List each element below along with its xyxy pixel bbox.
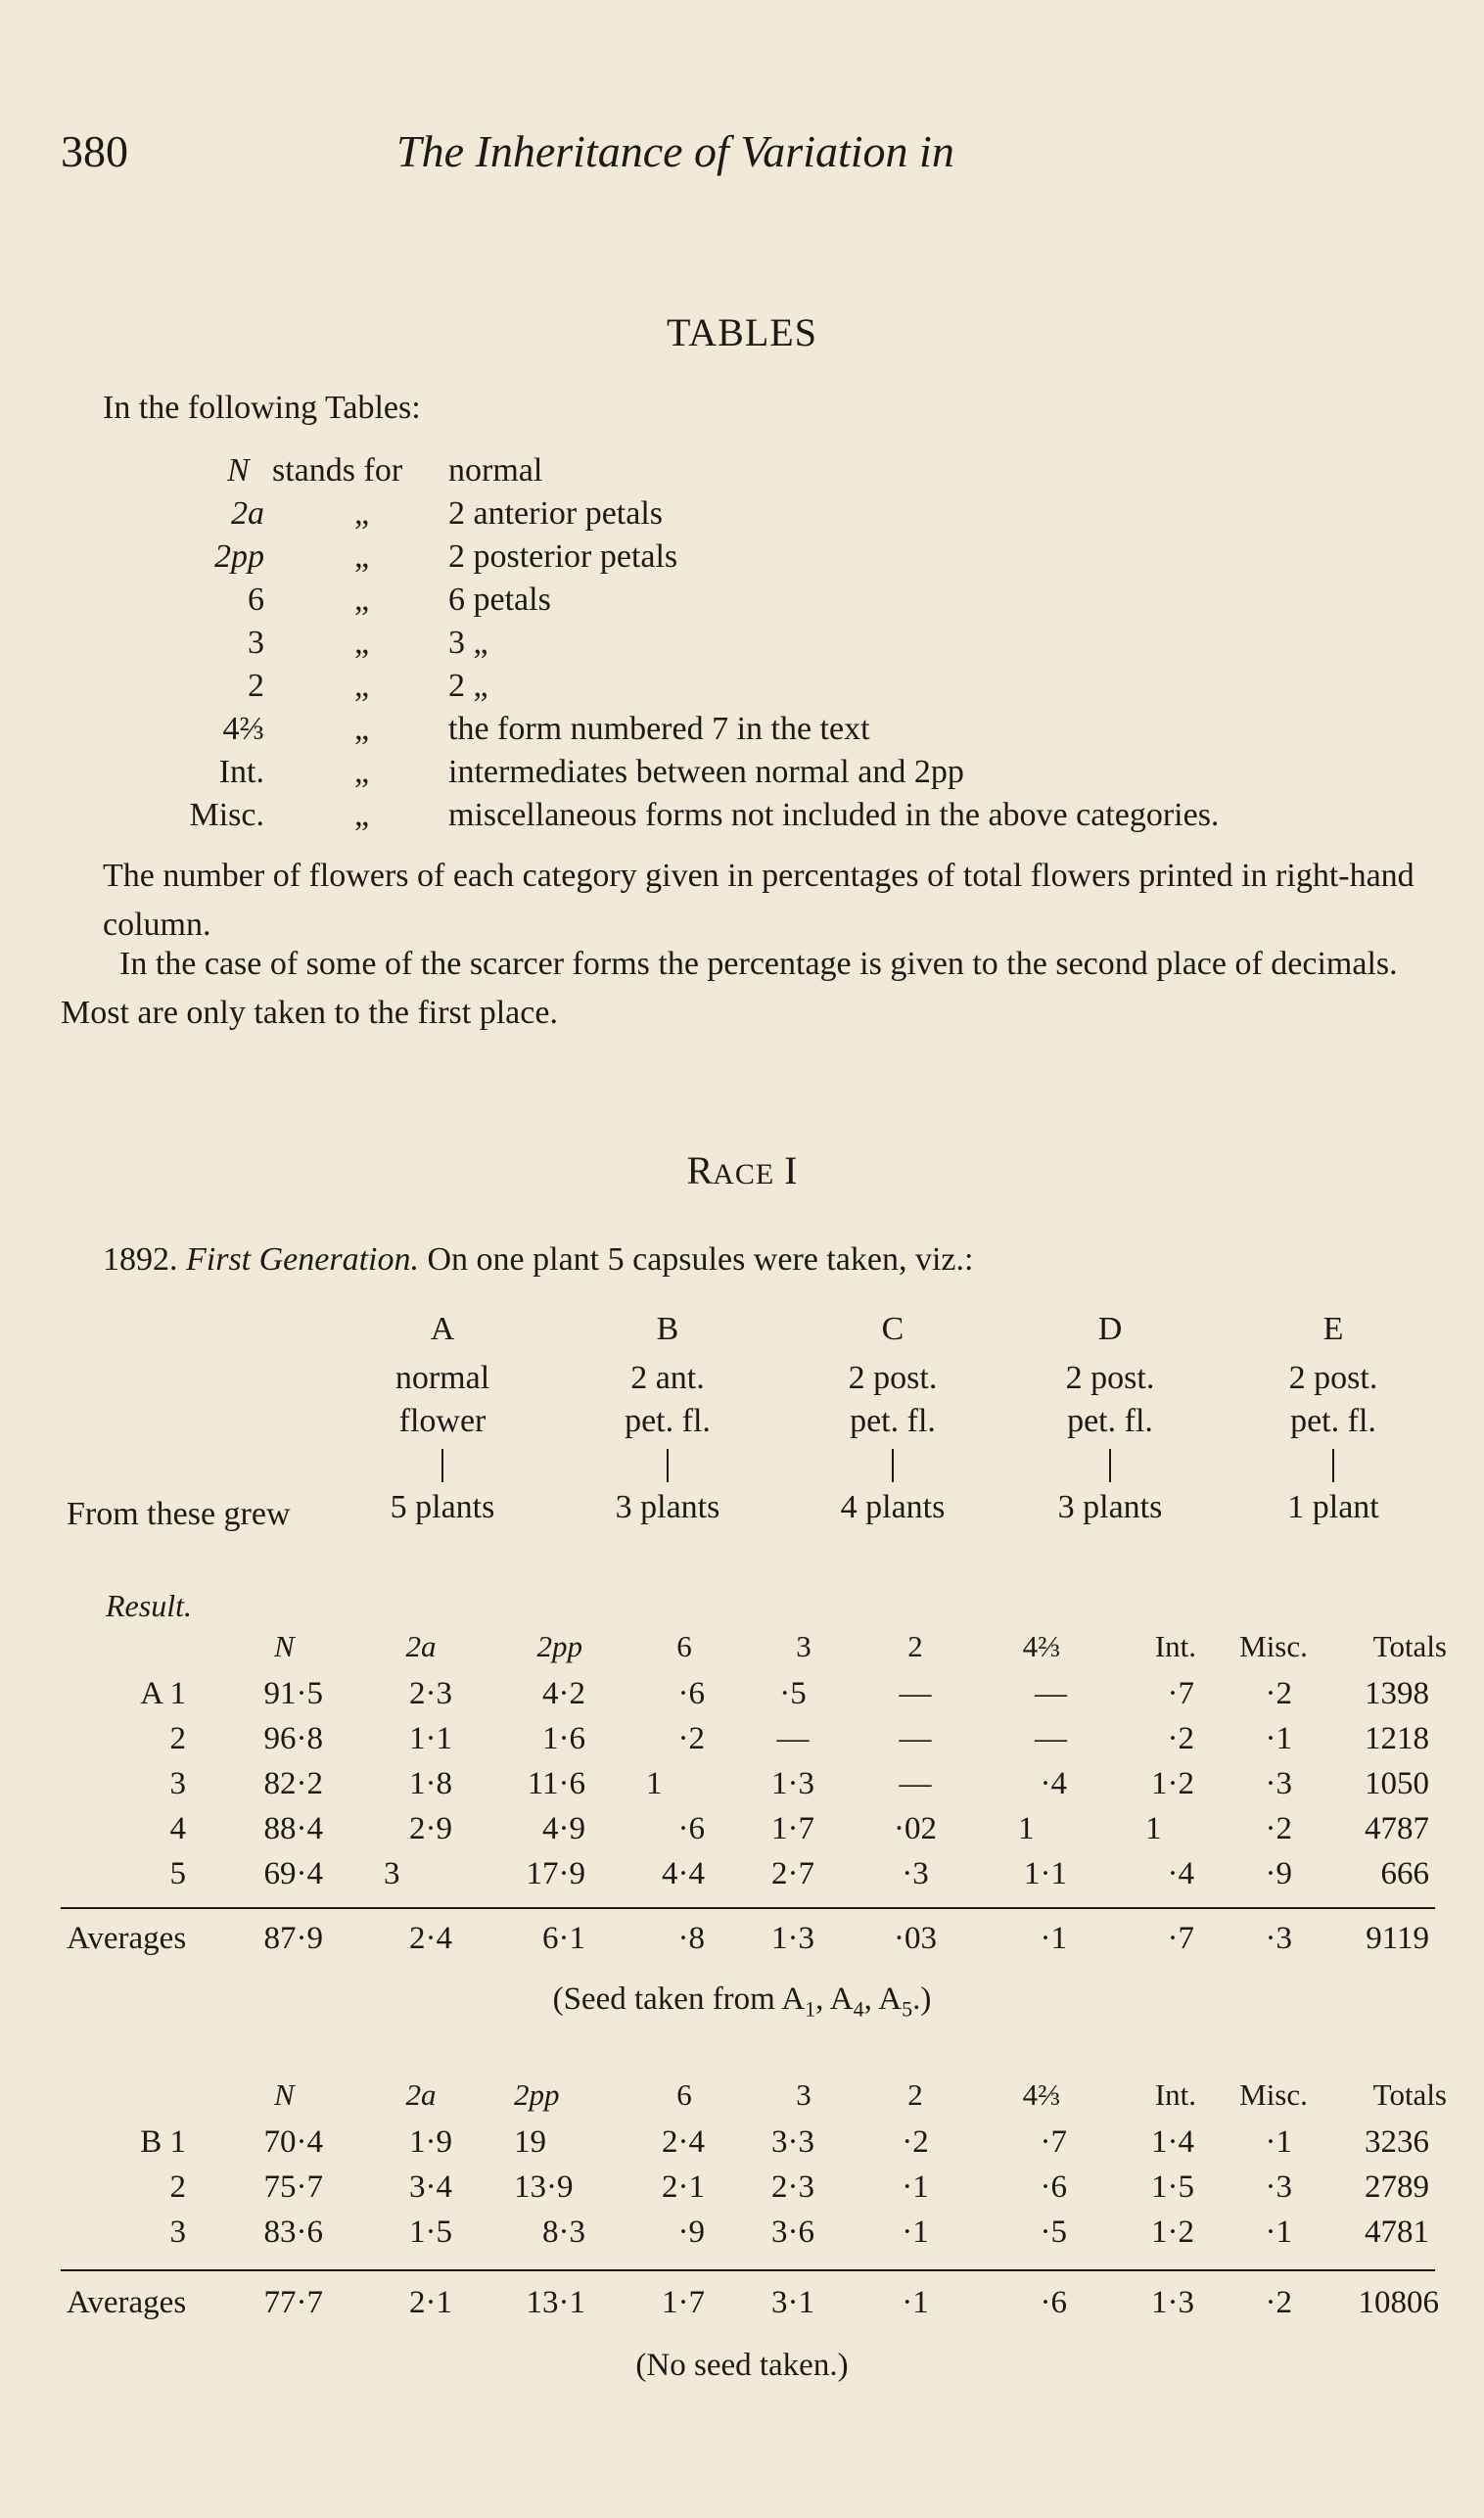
cell: 1398 (1365, 1676, 1429, 1711)
from-these-grew-label: From these grew (67, 1496, 291, 1532)
cell: 3·6 (771, 2215, 814, 2250)
cell: — (899, 1766, 932, 1801)
legend-ditto: „ (354, 495, 370, 532)
capsule-plants: 3 plants (1057, 1489, 1163, 1525)
cell: 666 (1380, 1856, 1429, 1891)
cell: 1218 (1365, 1721, 1429, 1756)
cell: ·3 (1265, 1766, 1292, 1801)
row-label: A 1 (140, 1676, 186, 1711)
cell: ·6 (677, 1676, 705, 1711)
cell: 2·7 (771, 1856, 814, 1891)
legend-description: 2 anterior petals (448, 495, 664, 532)
column-header: 3 (796, 2077, 812, 2112)
cell: ·1 (1265, 2215, 1292, 2250)
table-row (0, 1856, 1484, 1901)
legend-ditto: „ (354, 538, 370, 575)
legend-ditto: „ (354, 797, 370, 833)
cell: 4·4 (662, 1856, 705, 1891)
cell: 70·4 (263, 2124, 323, 2160)
cell: 1·4 (1151, 2124, 1194, 2160)
legend-ditto: „ (354, 582, 370, 618)
table-row (0, 2124, 1484, 2169)
cell: 1·1 (1024, 1856, 1067, 1891)
cell: — (776, 1721, 810, 1756)
race-title (0, 1147, 1484, 1193)
generation-line (103, 1241, 973, 1279)
cell: 13·1 (526, 2285, 585, 2320)
column-header: 2a (405, 1629, 437, 1663)
column-header: 2a (405, 2077, 437, 2112)
race-title-smallcaps: ACE (713, 1158, 775, 1190)
paragraph-text: In the case of some of the scarcer forms the percentage is given to the second place of decimals. Most are only taken to the first place. (61, 946, 1398, 1031)
legend-description: miscellaneous forms not included in the above categories. (448, 797, 1220, 833)
cell: 3·1 (771, 2285, 814, 2320)
cell: 2·4 (662, 2124, 705, 2160)
cell: 69·4 (263, 1856, 323, 1891)
capsule-plants: 4 plants (840, 1489, 946, 1525)
cell: ·02 (894, 1811, 937, 1846)
cell: ·1 (902, 2215, 929, 2250)
legend-row (0, 668, 1484, 711)
capsule-line2: flower (398, 1403, 487, 1439)
cell: 4787 (1365, 1811, 1429, 1846)
column-header: 4⅔ (1022, 2077, 1061, 2112)
cell: 91·5 (263, 1676, 323, 1711)
cell: 9119 (1366, 1921, 1429, 1956)
legend-ditto: „ (354, 668, 370, 704)
note-subscript: 1 (805, 1996, 816, 2022)
capsule-line1: 2 post. (1065, 1360, 1155, 1396)
column-header: N (274, 1629, 295, 1663)
cell: 82·2 (263, 1766, 323, 1801)
legend-row (0, 711, 1484, 754)
table-a-averages (0, 1921, 1484, 1966)
legend-description: 2 „ (448, 668, 488, 704)
cell: 13·9 (514, 2169, 574, 2205)
cell: ·7 (1040, 2124, 1067, 2160)
cell: 77·7 (263, 2285, 323, 2320)
capsule-c (785, 1308, 1000, 1529)
paragraph-decimals (61, 940, 1451, 1038)
note-text: (Seed taken from A (552, 1982, 806, 2017)
column-header: 2pp (536, 1629, 582, 1663)
column-header: Int. (1154, 2077, 1196, 2112)
cell: ·6 (1040, 2169, 1067, 2205)
capsule-d (1002, 1308, 1218, 1529)
legend-symbol: 4⅔ (222, 711, 264, 747)
cell: 1050 (1365, 1766, 1429, 1801)
paragraph-percentages (103, 852, 1454, 950)
section-title: TABLES (667, 310, 817, 354)
note-subscript: 4 (853, 1996, 864, 2022)
note-text: .) (912, 1982, 932, 2017)
cell: 1·5 (1151, 2169, 1194, 2205)
table-row (0, 1811, 1484, 1856)
cell: 1·3 (771, 1766, 814, 1801)
cell: ·4 (1040, 1766, 1067, 1801)
cell: 2·1 (662, 2169, 705, 2205)
cell: 2789 (1365, 2169, 1429, 2205)
cell: 1 (1018, 1811, 1035, 1846)
cell: 1·2 (1151, 2215, 1194, 2250)
cell: — (899, 1721, 932, 1756)
cell: 2·9 (409, 1811, 452, 1846)
cell: ·2 (902, 2124, 929, 2160)
capsule-line1: 2 post. (1288, 1360, 1378, 1396)
cell: 4·2 (542, 1676, 585, 1711)
legend-row (0, 538, 1484, 582)
cell: 11·6 (527, 1766, 585, 1801)
averages-label: Averages (67, 2285, 187, 2320)
cell: 1 (646, 1766, 663, 1801)
capsule-e (1226, 1308, 1441, 1529)
cell: 6·1 (542, 1921, 585, 1956)
cell: — (1035, 1676, 1067, 1711)
legend-symbol: 2 (248, 668, 264, 704)
legend-description: 3 „ (448, 625, 488, 661)
legend-description: 6 petals (448, 582, 551, 618)
cell: 3 (384, 1856, 400, 1891)
column-header: 2 (907, 1629, 923, 1663)
column-header: Int. (1154, 1629, 1196, 1663)
column-header: 4⅔ (1022, 1629, 1061, 1663)
intro-text: In the following Tables: (103, 390, 421, 426)
capsule-line2: pet. fl. (850, 1403, 936, 1439)
legend-row (0, 495, 1484, 538)
note-text: , A (863, 1982, 903, 2017)
cell: ·2 (1265, 1811, 1292, 1846)
legend-row (0, 754, 1484, 797)
year: 1892. (103, 1241, 178, 1278)
capsule-connector (441, 1449, 443, 1482)
capsule-connector (1109, 1449, 1111, 1482)
cell: ·7 (1167, 1676, 1194, 1711)
cell: ·9 (1265, 1856, 1292, 1891)
table-row (0, 1676, 1484, 1721)
cell: ·3 (1265, 2169, 1292, 2205)
race-title-initial: R (686, 1148, 714, 1192)
note-subscript: 5 (902, 1996, 913, 2022)
legend-description: intermediates between normal and 2pp (448, 754, 964, 790)
legend-ditto: „ (354, 625, 370, 661)
legend-row (0, 582, 1484, 625)
cell: ·1 (1265, 2124, 1292, 2160)
paragraph-text: The number of flowers of each category given in percentages of total flowers printed in right-hand column. (103, 858, 1414, 943)
table-a-rule (61, 1907, 1435, 1909)
cell: ·5 (779, 1676, 807, 1711)
capsule-letter: E (1322, 1311, 1344, 1347)
table-b-rule (61, 2269, 1435, 2271)
cell: 1·5 (409, 2215, 452, 2250)
capsule-letter: D (1097, 1311, 1123, 1347)
cell: ·2 (1167, 1721, 1194, 1756)
cell: ·03 (894, 1921, 937, 1956)
capsule-b (560, 1308, 775, 1529)
cell: 2·1 (409, 2285, 452, 2320)
row-label: 3 (169, 1766, 186, 1801)
legend-symbol: 6 (248, 582, 264, 618)
cell: ·4 (1167, 1856, 1194, 1891)
cell: 8·3 (542, 2215, 585, 2250)
capsule-line1: 2 post. (848, 1360, 938, 1396)
legend-ditto: „ (354, 711, 370, 747)
table-row (0, 1766, 1484, 1811)
column-header: 3 (796, 1629, 812, 1663)
cell: 1·3 (1151, 2285, 1194, 2320)
result-label: Result. (106, 1588, 192, 1623)
cell: 1 (1145, 1811, 1162, 1846)
table-b-note: (No seed taken.) (635, 2348, 849, 2383)
cell: ·6 (1040, 2285, 1067, 2320)
row-label: 4 (169, 1811, 186, 1846)
capsule-line1: 2 ant. (630, 1360, 705, 1396)
table-b-header (0, 2077, 1484, 2122)
cell: 1·9 (409, 2124, 452, 2160)
capsule-line1: normal (394, 1360, 490, 1396)
column-header: 2 (907, 2077, 923, 2112)
legend-symbol: Misc. (189, 797, 264, 833)
cell: 1·3 (771, 1921, 814, 1956)
row-label: 3 (169, 2215, 186, 2250)
cell: ·6 (677, 1811, 705, 1846)
capsule-letter: C (881, 1311, 904, 1347)
column-header: 6 (676, 1629, 692, 1663)
capsule-connector (892, 1449, 894, 1482)
cell: 10806 (1358, 2285, 1439, 2320)
cell: 3236 (1365, 2124, 1429, 2160)
cell: ·2 (677, 1721, 705, 1756)
column-header: 2pp (514, 2077, 560, 2112)
table-a-header (0, 1629, 1484, 1674)
cell: 4781 (1365, 2215, 1429, 2250)
cell: 3·3 (771, 2124, 814, 2160)
capsule-a (335, 1308, 550, 1529)
legend-description: normal (448, 452, 543, 489)
legend-row (0, 797, 1484, 840)
averages-label: Averages (67, 1921, 187, 1956)
cell: 4·9 (542, 1811, 585, 1846)
cell: 19 (514, 2124, 546, 2160)
capsule-connector (667, 1449, 669, 1482)
generation-title: First Generation. (186, 1241, 419, 1278)
cell: 2·3 (771, 2169, 814, 2205)
capsule-letter: A (430, 1311, 455, 1347)
capsule-line2: pet. fl. (1067, 1403, 1153, 1439)
running-title: The Inheritance of Variation in (396, 126, 954, 176)
cell: 3·4 (409, 2169, 452, 2205)
cell: 2·4 (409, 1921, 452, 1956)
legend-description: the form numbered 7 in the text (448, 711, 870, 747)
column-header: 6 (676, 2077, 692, 2112)
column-header: N (274, 2077, 295, 2112)
cell: 83·6 (263, 2215, 323, 2250)
legend-symbol: N (227, 452, 250, 489)
row-label: 2 (169, 2169, 186, 2205)
table-row (0, 2215, 1484, 2260)
cell: 1·8 (409, 1766, 452, 1801)
table-row (0, 1721, 1484, 1766)
capsule-plants: 5 plants (390, 1489, 495, 1525)
column-header: Misc. (1239, 1629, 1308, 1663)
column-header: Misc. (1239, 2077, 1308, 2112)
column-header: Totals (1372, 1629, 1447, 1663)
generation-description: On one plant 5 capsules were taken, viz.: (427, 1241, 974, 1278)
cell: 17·9 (526, 1856, 585, 1891)
cell: 2·3 (409, 1676, 452, 1711)
cell: ·8 (677, 1921, 705, 1956)
table-row (0, 2169, 1484, 2215)
legend-row (0, 452, 1484, 495)
note-text: , A (815, 1982, 854, 2017)
cell: — (899, 1676, 932, 1711)
legend-description: 2 posterior petals (448, 538, 678, 575)
race-title-numeral: I (774, 1148, 798, 1192)
cell: ·7 (1167, 1921, 1194, 1956)
cell: ·5 (1040, 2215, 1067, 2250)
cell: ·3 (1265, 1921, 1292, 1956)
capsule-line2: pet. fl. (1290, 1403, 1376, 1439)
cell: ·1 (1040, 1921, 1067, 1956)
cell: 1·2 (1151, 1766, 1194, 1801)
legend-symbol: Int. (218, 754, 264, 790)
legend-ditto: „ (354, 754, 370, 790)
row-label: B 1 (140, 2124, 186, 2160)
legend-row (0, 625, 1484, 668)
cell: 1·1 (409, 1721, 452, 1756)
table-a-note (0, 1982, 1484, 2023)
page-number: 380 (61, 126, 128, 176)
cell: — (1035, 1721, 1067, 1756)
cell: ·9 (677, 2215, 705, 2250)
capsule-plants: 3 plants (615, 1489, 720, 1525)
cell: ·2 (1265, 2285, 1292, 2320)
row-label: 2 (169, 1721, 186, 1756)
cell: 1·7 (771, 1811, 814, 1846)
cell: 96·8 (263, 1721, 323, 1756)
cell: ·1 (902, 2285, 929, 2320)
capsule-plants: 1 plant (1287, 1489, 1379, 1525)
legend-symbol: 2pp (214, 538, 264, 575)
cell: 1·6 (542, 1721, 585, 1756)
capsule-letter: B (656, 1311, 679, 1347)
cell: ·2 (1265, 1676, 1292, 1711)
cell: 75·7 (263, 2169, 323, 2205)
capsule-line2: pet. fl. (625, 1403, 711, 1439)
row-label: 5 (169, 1856, 186, 1891)
legend-ditto: stands for (272, 452, 403, 489)
column-header: Totals (1372, 2077, 1447, 2112)
legend-symbol: 3 (248, 625, 264, 661)
cell: 87·9 (263, 1921, 323, 1956)
cell: ·1 (902, 2169, 929, 2205)
table-b-averages (0, 2285, 1484, 2330)
cell: 88·4 (263, 1811, 323, 1846)
cell: ·1 (1265, 1721, 1292, 1756)
capsule-connector (1332, 1449, 1334, 1482)
legend-symbol: 2a (231, 495, 264, 532)
cell: ·3 (902, 1856, 929, 1891)
cell: 1·7 (662, 2285, 705, 2320)
